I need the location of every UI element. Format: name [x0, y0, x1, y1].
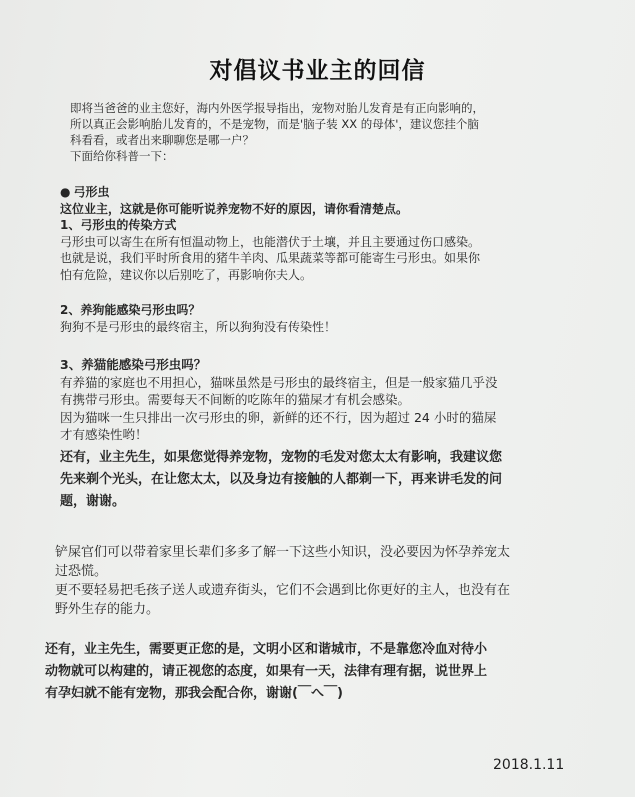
subheading: 1、弓形虫的传染方式: [60, 218, 177, 232]
section-heading-text: 弓形虫: [73, 185, 110, 199]
intro-line: 所以真正会影响胎儿发育的，不是宠物，而是'脑子装 XX 的母体'，建议您挂个脑: [70, 117, 479, 131]
body-line: 更不要轻易把毛孩子送人或遗弃街头，它们不会遇到比你更好的主人，也没有在: [55, 583, 511, 598]
body-line: 有养猫的家庭也不用担心，猫咪虽然是弓形虫的最终宿主，但是一般家猫几乎没: [60, 374, 498, 390]
body-line: 有携带弓形虫。需要每天不间断的吃陈年的猫屎才有机会感染。: [60, 392, 411, 407]
cat-question-section: [60, 356, 498, 444]
intro-line: 下面给你科普一下：: [70, 149, 174, 163]
body-line: 因为猫咪一生只排出一次弓形虫的卵，新鲜的还不行，因为超过 24 小时的猫屎: [60, 409, 497, 425]
reply-paragraph-1: [60, 447, 502, 513]
body-line: 过恐慌。: [55, 564, 108, 579]
intro-line: 即将当爸爸的业主您好，海内外医学报导指出，宠物对胎儿发育是有正向影响的，: [70, 101, 484, 115]
body-line: 弓形虫可以寄生在所有恒温动物上，也能潜伏于土壤，并且主要通过伤口感染。: [60, 234, 481, 249]
subheading: 3、养猫能感染弓形虫吗？: [60, 357, 207, 372]
intro-paragraph: [70, 100, 484, 164]
dog-question-section: [60, 302, 336, 336]
section-heading: [60, 184, 480, 201]
letter-date: 2018.1.11: [493, 757, 565, 773]
body-line: 有孕妇就不能有宠物，那我会配合你，谢谢(￣へ￣): [45, 686, 343, 701]
body-line: 怕有危险，建议你以后别吃了，再影响你夫人。: [60, 267, 313, 282]
letter-title: 对倡议书业主的回信: [209, 58, 426, 84]
section-lead: 这位业主，这就是你可能听说养宠物不好的原因，请你看清楚点。: [60, 201, 409, 216]
body-line: 才有感染性哟！: [60, 427, 148, 442]
body-line: 也就是说，我们平时所食用的猪牛羊肉、瓜果蔬菜等都可能寄生弓形虫。如果你: [60, 251, 481, 265]
body-line: 野外生存的能力。: [55, 602, 160, 617]
toxoplasma-section: [60, 184, 480, 283]
body-line: 题，谢谢。: [60, 494, 126, 509]
body-line: 还有，业主先生，如果您觉得养宠物，宠物的毛发对您太太有影响，我建议您: [60, 450, 503, 465]
body-line: 铲屎官们可以带着家里长辈们多多了解一下这些小知识，没必要因为怀孕养宠太: [55, 545, 511, 560]
body-line: 还有，业主先生，需要更正您的是，文明小区和谐城市，不是靠您冷血对待小: [45, 642, 488, 657]
bullet-icon: ●: [60, 185, 71, 199]
subheading: 2、养狗能感染弓形虫吗？: [60, 303, 201, 317]
body-line: 狗狗不是弓形虫的最终宿主，所以狗狗没有传染性！: [60, 320, 337, 334]
reply-paragraph-2: [45, 639, 487, 705]
intro-line: 科看看，或者出来聊聊您是哪一户？: [70, 133, 254, 147]
advice-paragraph: [55, 543, 510, 619]
body-line: 动物就可以构建的，请正视您的态度，如果有一天，法律有理有据，说世界上: [45, 664, 488, 679]
body-line: 先来剃个光头，在让您太太，以及身边有接触的人都剃一下，再来讲毛发的问: [60, 472, 503, 487]
